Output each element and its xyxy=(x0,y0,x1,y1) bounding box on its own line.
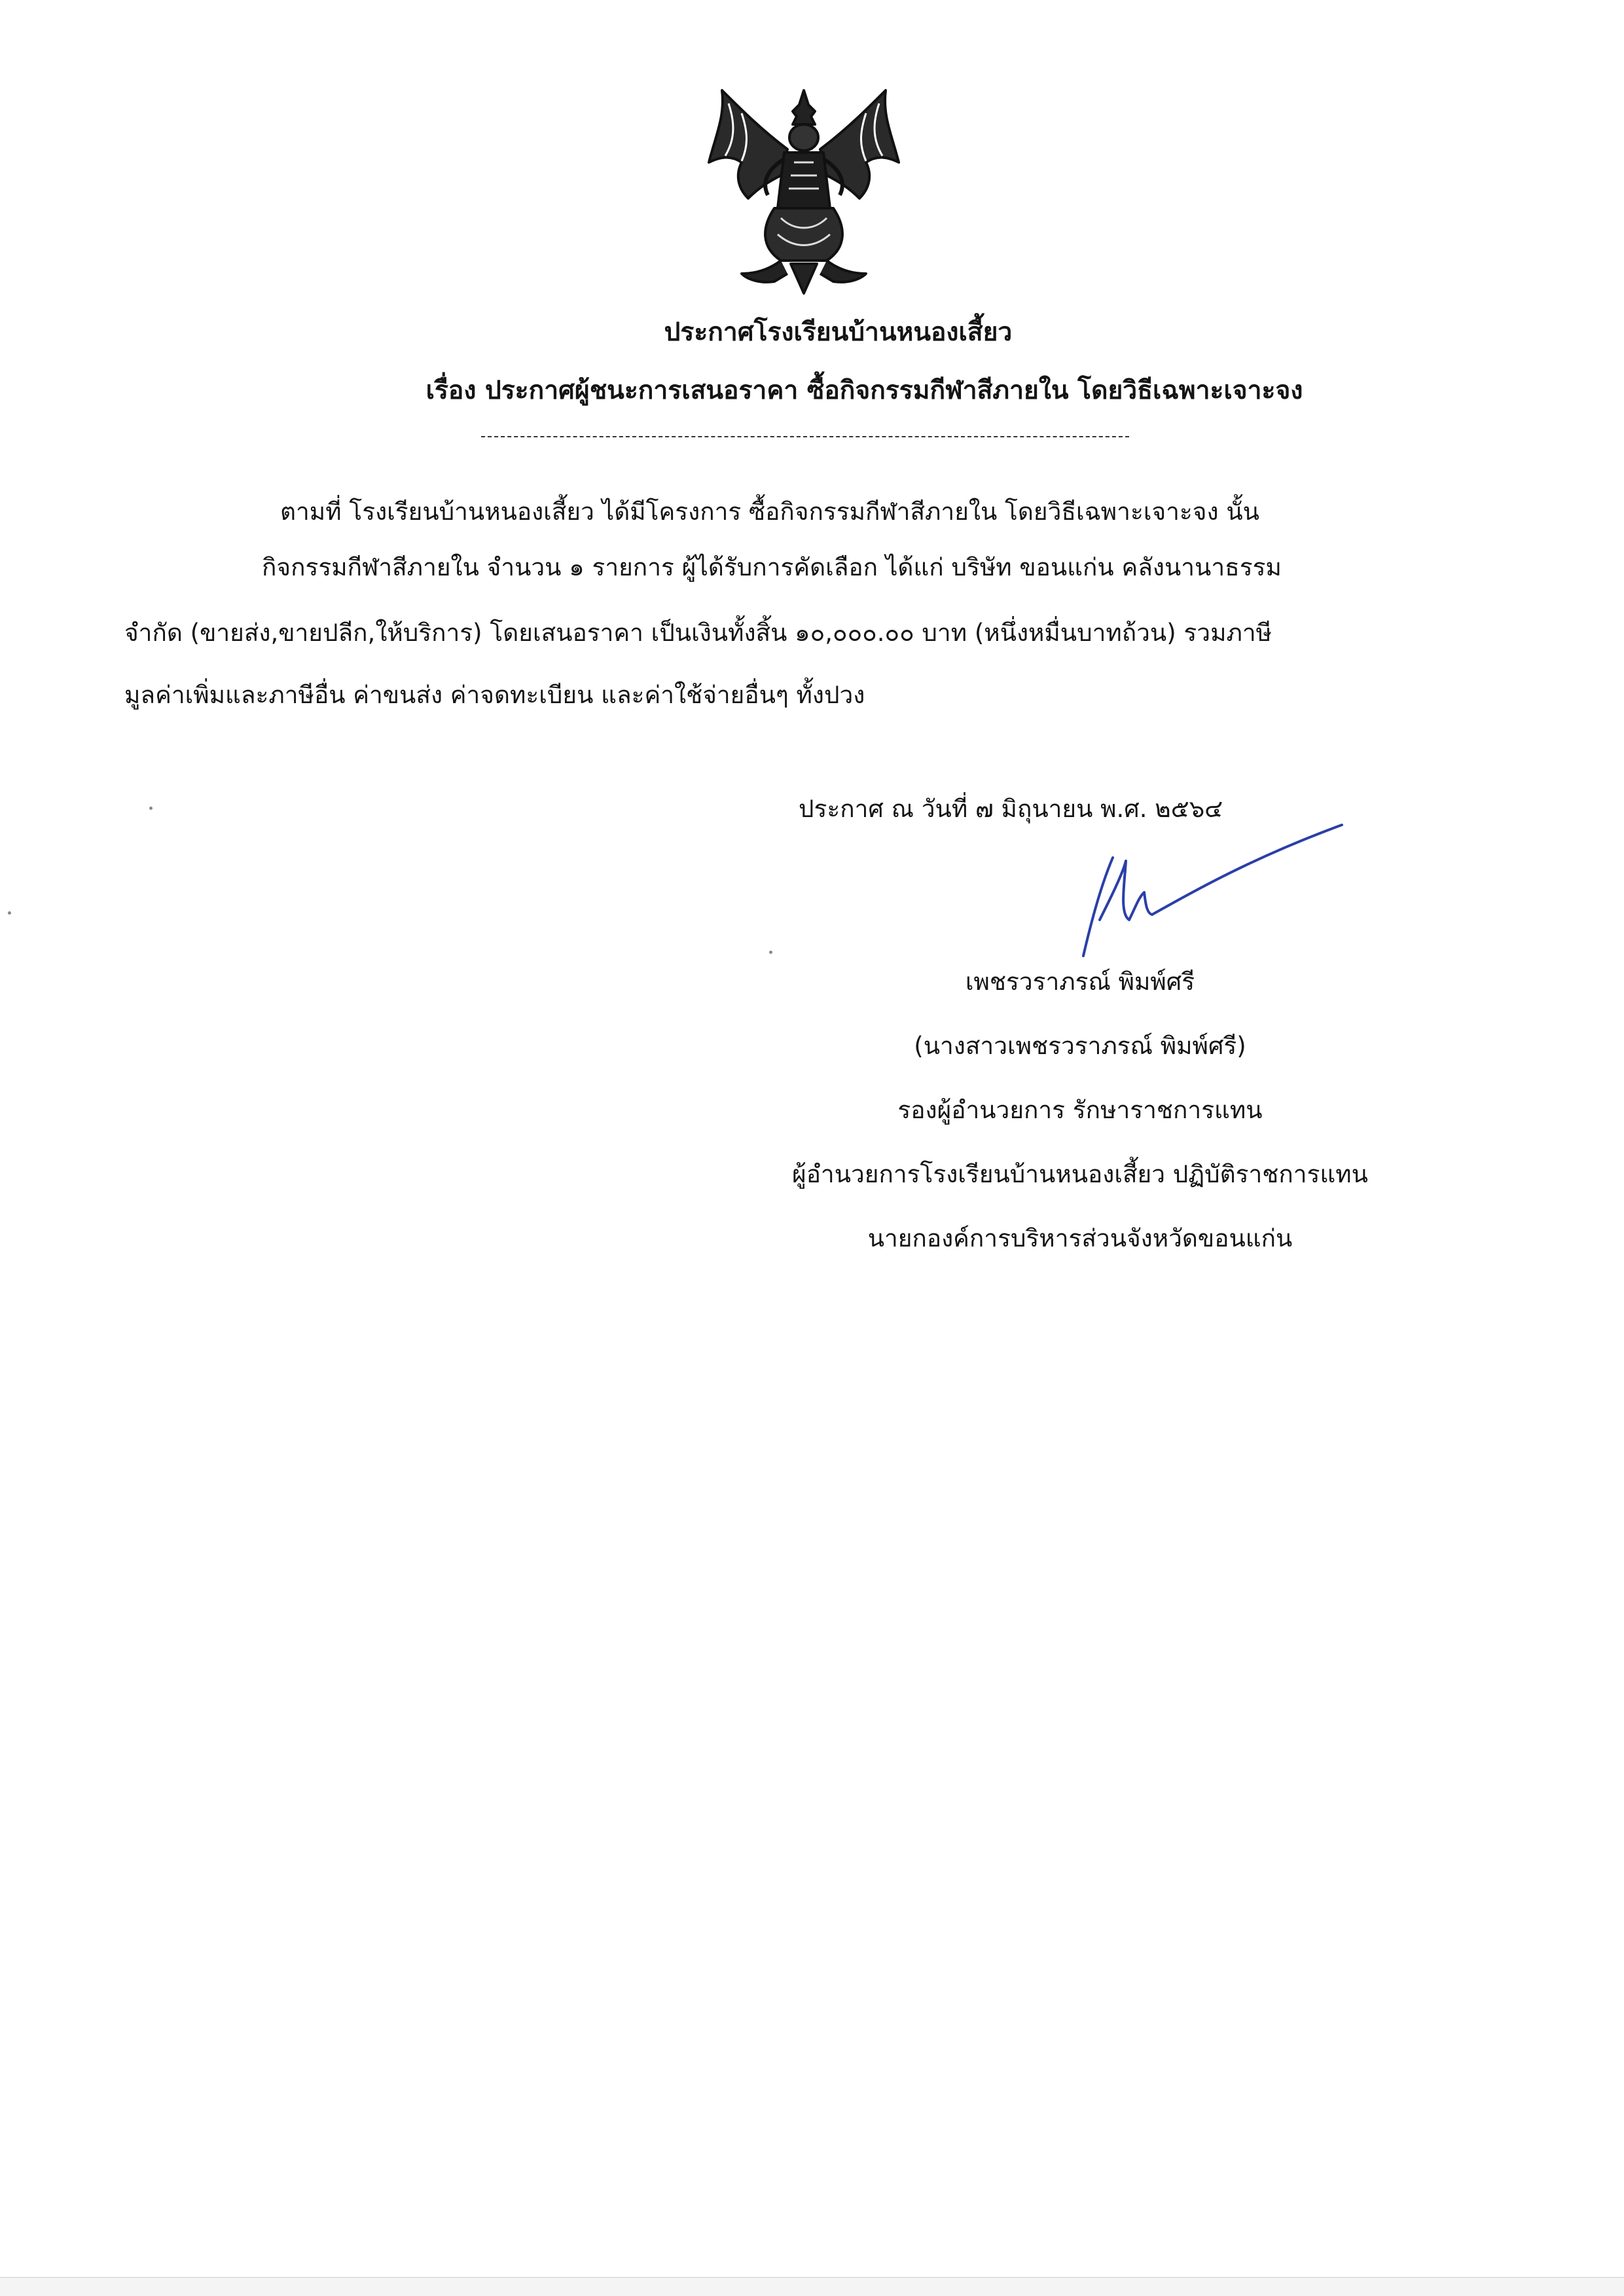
signatory-position-3: นายกองค์การบริหารส่วนจังหวัดขอนแก่น xyxy=(867,1224,1293,1252)
announcement-subject: เรื่อง ประกาศผู้ชนะการเสนอราคา ซื้อกิจกรรมกีฬาสีภายใน โดยวิธีเฉพาะเจาะจง xyxy=(425,376,1303,405)
scan-speck xyxy=(149,807,153,810)
signatory-position-1: รองผู้อำนวยการ รักษาราชการแทน xyxy=(897,1096,1263,1124)
title-separator xyxy=(481,436,1129,437)
scan-bottom-edge xyxy=(0,2277,1624,2296)
body-line-1: ตามที่ โรงเรียนบ้านหนองเสี้ยว ได้มีโครงการ ซื้อกิจกรรมกีฬาสีภายใน โดยวิธีเฉพาะเจาะจง นั้น xyxy=(280,498,1259,526)
signed-name: เพชรวราภรณ์ พิมพ์ศรี xyxy=(965,968,1195,996)
signatory-block xyxy=(753,962,1407,1283)
signatory-full-name: (นางสาวเพชรวราภรณ์ พิมพ์ศรี) xyxy=(914,1032,1246,1060)
garuda-emblem-icon xyxy=(696,77,912,300)
scan-speck xyxy=(769,951,772,954)
scan-speck xyxy=(8,911,11,915)
announcement-date: ประกาศ ณ วันที่ ๗ มิถุนายน พ.ศ. ๒๕๖๔ xyxy=(799,795,1223,823)
body-line-3: จำกัด (ขายส่ง,ขายปลีก,ให้บริการ) โดยเสนอราคา เป็นเงินทั้งสิ้น ๑๐,๐๐๐.๐๐ บาท (หนึ่งหมื่นบาทถ้วน) รวมภาษี xyxy=(124,619,1272,647)
announcement-title: ประกาศโรงเรียนบ้านหนองเสี้ยว xyxy=(664,318,1013,347)
handwritten-signature xyxy=(1074,822,1348,972)
body-line-2: กิจกรรมกีฬาสีภายใน จำนวน ๑ รายการ ผู้ได้รับการคัดเลือก ได้แก่ บริษัท ขอนแก่น คลังนานาธรรม xyxy=(262,553,1282,581)
signatory-position-2: ผู้อำนวยการโรงเรียนบ้านหนองเสี้ยว ปฏิบัติราชการแทน xyxy=(792,1160,1368,1188)
body-line-4: มูลค่าเพิ่มและภาษีอื่น ค่าขนส่ง ค่าจดทะเบียน และค่าใช้จ่ายอื่นๆ ทั้งปวง xyxy=(124,681,865,709)
